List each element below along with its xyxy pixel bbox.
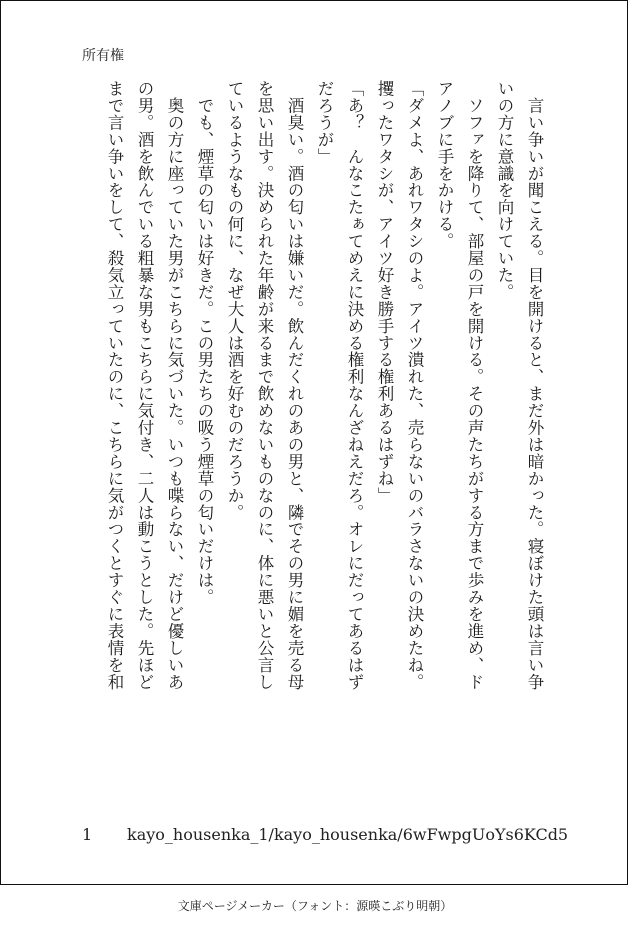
text-line: 酒臭い。酒の匂いは嫌いだ。飲んだくれのあの男と、隣でその男に媚を売る母 xyxy=(285,80,304,691)
text-line: 「あ？ んなこたぁてめえに決める権利なんざねえだろ。オレにだってあるはず xyxy=(345,80,364,691)
text-line: 攫ったワタシが、アイツ好き勝手する権利あるはずね」 xyxy=(375,80,394,504)
text-line: ソファを降りて、部屋の戸を開ける。その声たちがする方まで歩みを進め、ド xyxy=(465,80,484,691)
text-line: 「ダメよ、あれワタシのよ。アイツ潰れた、売らないのバラさないの決めたね。 xyxy=(405,80,424,691)
text-line: の男。酒を飲んでいる粗暴な男もこちらに気付き、二人は動こうとした。先ほど xyxy=(135,80,154,691)
text-line: でも、煙草の匂いは好きだ。この男たちの吸う煙草の匂いだけは。 xyxy=(195,80,214,606)
text-line: まで言い争いをして、殺気立っていたのに、こちらに気がつくとすぐに表情を和 xyxy=(105,80,124,691)
body-text xyxy=(99,80,549,822)
text-line: 奥の方に座っていた男がこちらに気づいた。いつも喋らない、だけど優しいあ xyxy=(165,80,184,691)
page-number: 1 xyxy=(82,825,93,844)
text-line: 言い争いが聞こえる。目を開けると、まだ外は暗かった。寝ぼけた頭は言い争 xyxy=(525,80,544,691)
text-line: アノブに手をかける。 xyxy=(435,80,454,250)
credit-text: 文庫ページメーカー（フォント：源暎こぶり明朝） xyxy=(177,899,453,913)
footer-path: kayo_housenka_1/kayo_housenka/6wFwpgUoYs6KCd5 xyxy=(127,825,569,844)
text-line: いの方に意識を向けていた。 xyxy=(495,80,514,301)
text-line: だろうが」 xyxy=(315,80,334,165)
page-title: 所有権 xyxy=(82,48,124,64)
text-line: ているようなもの何に、なぜ大人は酒を好むのだろうか。 xyxy=(225,80,244,521)
text-line: を思い出す。決められた年齢が来るまで飲めないものなのに、体に悪いと公言し xyxy=(255,80,274,691)
